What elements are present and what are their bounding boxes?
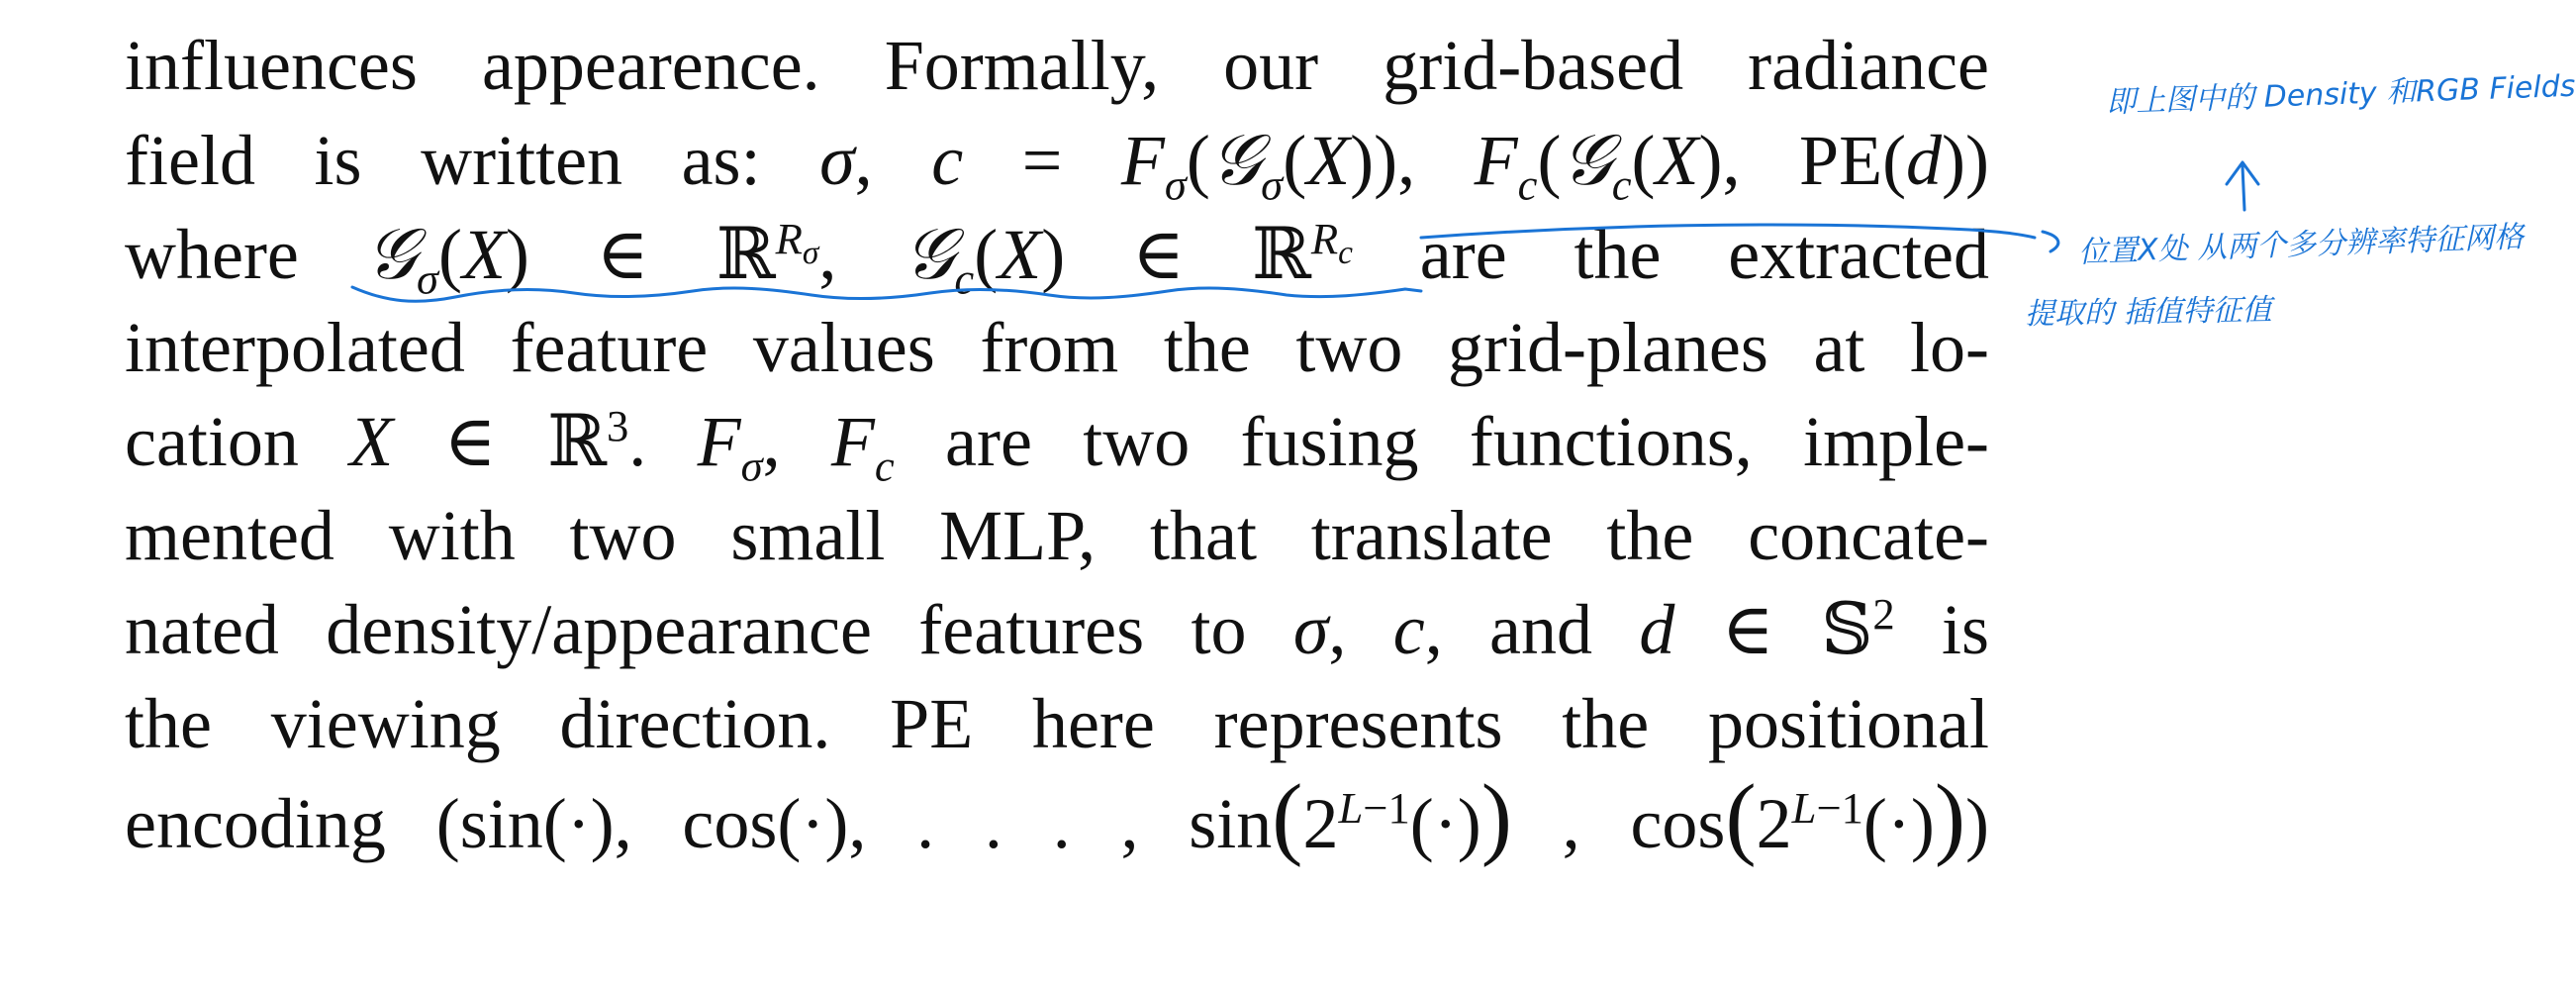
line-4-text: interpolated feature values from the two grid-planes at lo- <box>125 308 1989 387</box>
line-7-a: nated density/appearance features to <box>125 590 1247 669</box>
line-1-text: influences appearence. Formally, our grid-based radiance <box>125 26 1989 105</box>
note-top-text: 即上图中的 Density 和RGB Fields <box>2105 68 2576 121</box>
line-8-a: the viewing direction. <box>125 684 831 763</box>
text-line-7 <box>125 586 1989 673</box>
up-arrow-head <box>2227 162 2258 184</box>
text-line-1 <box>125 22 1989 109</box>
line-2-text: field is written as: <box>125 121 761 200</box>
location-math: X ∈ ℝ$^3$. <box>349 401 647 481</box>
line-8-b: PE here represents the positional <box>890 684 1990 763</box>
radiance-field-equation: σ, $c = F_\sigma(𝒢_\sigma(X))$, $F_c(𝒢_c(X)$, PE(d)) <box>819 118 1989 210</box>
text-line-4 <box>125 304 1989 391</box>
up-arrow-shaft <box>2242 166 2244 210</box>
text-line-6 <box>125 492 1989 579</box>
text-line-5 <box>125 398 1990 491</box>
line-3-rest: are the extracted <box>1419 215 1990 294</box>
line-7-c: is <box>1941 590 1990 669</box>
sigma-c-math: σ, c, <box>1292 590 1443 669</box>
line-5-a: cation <box>125 402 299 481</box>
line-6-text: mented with two small MLP, that translate the concate- <box>125 496 1989 575</box>
grid-features-math: 𝒢$_\sigma$(X) ∈ ℝ$^{R_\sigma}$, 𝒢$_c$(X) ∈ ℝ$^{R_c}$ <box>365 212 1353 304</box>
line-5-b: are two fusing functions, imple- <box>945 402 1990 481</box>
line-7-b: and <box>1489 590 1592 669</box>
view-direction-math: d ∈ 𝕊$^2$ <box>1639 589 1895 669</box>
note-mid-1-text: 位置X处 从两个多分辨率特征网格 <box>2077 220 2525 270</box>
line-3-where: where <box>125 215 299 294</box>
text-line-3 <box>125 210 1990 304</box>
handwritten-note-top <box>2105 61 2576 122</box>
text-line-8 <box>125 680 1989 767</box>
positional-encoding-math: (sin(·), cos(·), . . . , $\sin(2^{L-1}(\cdot))$ , $\cos(2^{L-1}(\cdot))$) <box>435 766 1990 868</box>
text-line-2 <box>125 116 1989 210</box>
handwritten-note-mid-1 <box>2077 212 2524 271</box>
handwritten-note-mid-2 <box>2025 285 2272 333</box>
line-9-a: encoding <box>125 784 386 863</box>
note-mid-2-text: 提取的 插值特征值 <box>2024 292 2272 333</box>
text-line-9 <box>125 766 1990 868</box>
hook-mark <box>2043 232 2058 251</box>
fusing-functions-math: $F_\sigma$, $F_c$ <box>697 402 895 491</box>
